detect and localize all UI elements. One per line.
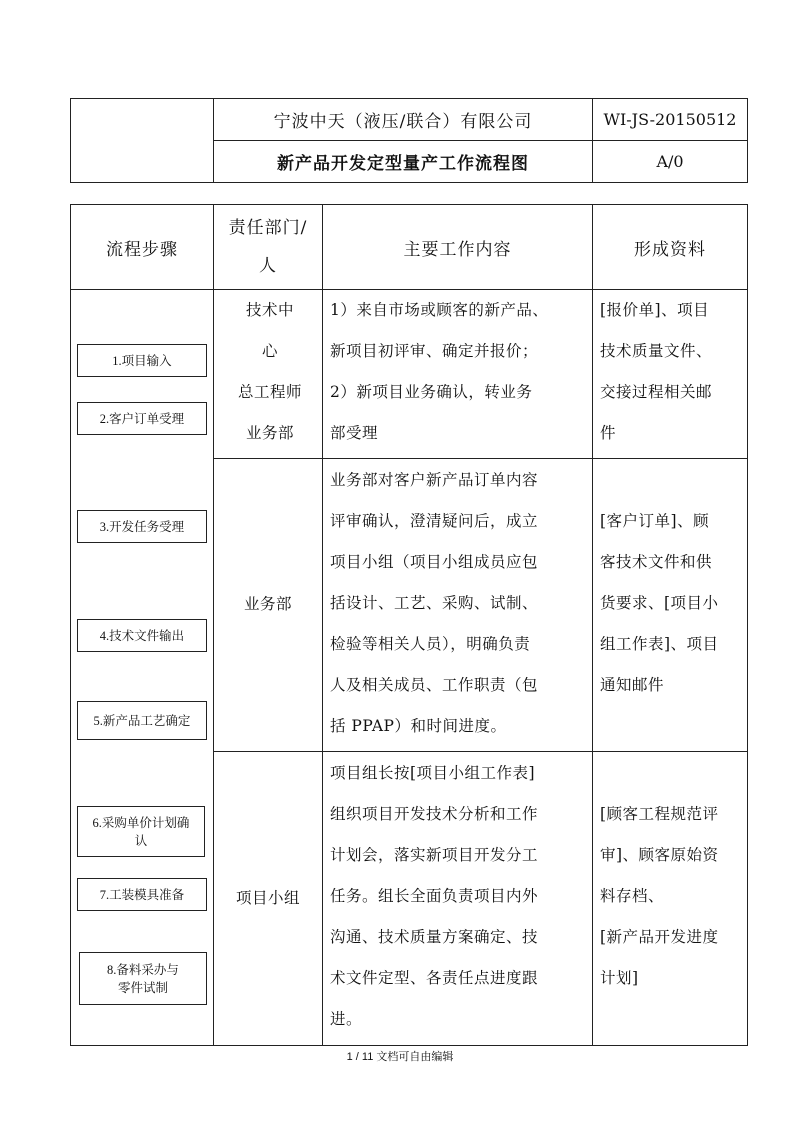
flow-step-4: 4.技术文件输出 <box>77 619 207 652</box>
row1-content: 1）来自市场或顾客的新产品、 新项目初评审、确定并报价； 2）新项目业务确认，转业务 部受理 <box>330 301 549 442</box>
header-flow-steps: 流程步骤 <box>106 239 178 260</box>
row2-output: [客户订单]、顾 客技术文件和供 货要求、[项目小 组工作表]、项目 通知邮件 <box>600 512 719 694</box>
header-main-content: 主要工作内容 <box>403 239 512 260</box>
flow-step-2: 2.客户订单受理 <box>77 402 207 435</box>
flow-step-3: 3.开发任务受理 <box>77 510 207 543</box>
flow-step-6: 6.采购单价计划确 认 <box>77 806 205 857</box>
row2-dept: 业务部 <box>243 595 292 613</box>
document-title: 新产品开发定型量产工作流程图 <box>277 154 529 174</box>
revision-number: A/0 <box>656 152 684 171</box>
flow-step-7: 7.工装模具准备 <box>77 878 207 911</box>
flow-step-1: 1.项目输入 <box>77 344 207 377</box>
page-footer: 1 / 11 文档可自由编辑 <box>346 1051 454 1063</box>
row1-output: [报价单]、项目 技术质量文件、 交接过程相关邮 件 <box>600 301 713 442</box>
document-code: WI-JS-20150512 <box>603 110 737 129</box>
row3-dept: 项目小组 <box>235 889 300 907</box>
row2-content: 业务部对客户新产品订单内容 评审确认，澄清疑问后，成立 项目小组（项目小组成员应包 括设计、工艺、采购、试制、 检验等相关人员），明确负责 人及相关成员、工作职责（包 括 PPAP）和时间进度。 <box>330 471 539 735</box>
company-name: 宁波中天（液压/联合）有限公司 <box>273 112 533 132</box>
row3-output: [顾客工程规范评 审]、顾客原始资 料存档、 [新产品开发进度 计划] <box>600 805 719 987</box>
flow-step-5: 5.新产品工艺确定 <box>77 701 207 740</box>
row3-content: 项目组长按[项目小组工作表] 组织项目开发技术分析和工作 计划会，落实新项目开发分工 任务。组长全面负责项目内外 沟通、技术质量方案确定、技 术文件定型、各责任点进度跟 进。 <box>330 764 539 1028</box>
header-responsible-dept: 责任部门/ 人 <box>228 218 308 276</box>
header-output-documents: 形成资料 <box>634 239 706 260</box>
row1-dept: 技术中 心 总工程师 业务部 <box>237 301 302 442</box>
flow-step-8: 8.备料采办与 零件试制 <box>79 952 207 1005</box>
